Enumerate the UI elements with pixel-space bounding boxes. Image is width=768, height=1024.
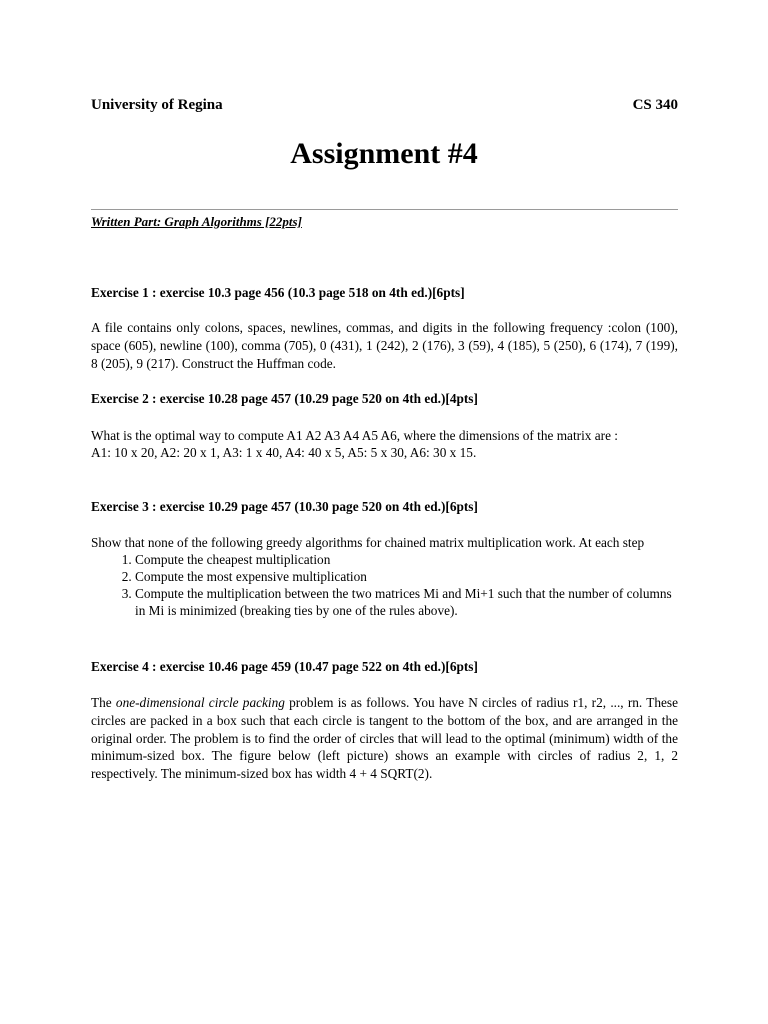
exercise-2-body	[91, 427, 678, 461]
exercise-3-intro: Show that none of the following greedy algorithms for chained matrix multiplication work. At each step	[91, 535, 645, 550]
exercise-1-body: A file contains only colons, spaces, newlines, commas, and digits in the following frequency :colon (100), space (605), newline (100), comma (705), 0 (431), 1 (242), 2 (176), 3 (59), 4 (185), 5 (250), 6 (174), 7 (199), 8 (205), 9 (217). Construct the Huffman code.	[91, 320, 678, 371]
list-item: 2. Compute the most expensive multiplication	[135, 568, 678, 585]
exercise-2-dimensions: A1: 10 x 20, A2: 20 x 1, A3: 1 x 40, A4: 40 x 5, A5: 5 x 30, A6: 30 x 15.	[91, 445, 477, 460]
assignment-title: Assignment #4	[290, 137, 478, 170]
exercise-4-body-post: problem is as follows. You have N circles of radius r1, r2, ..., rn. These circles are packed in a box such that each circle is tangent to the bottom of the box, and are arranged in the original order. The problem is to find the order of circles that will lead to the optimal (minimum) width of the minimum-sized box. The figure below (left picture) shows an example with circles of radius 2, 1, 2 respectively. The minimum-sized box has width 4 + 4 SQRT(2).	[91, 695, 679, 782]
course-code: CS 340	[632, 97, 678, 113]
institution-name: University of Regina	[91, 97, 223, 113]
exercise-1-heading: Exercise 1 : exercise 10.3 page 456 (10.3 page 518 on 4th ed.)[6pts]	[91, 285, 465, 300]
exercise-2-question: What is the optimal way to compute A1 A2 A3 A4 A5 A6, where the dimensions of the matrix are :	[91, 428, 618, 443]
exercise-3-body	[91, 534, 678, 619]
list-item: 1. Compute the cheapest multiplication	[135, 551, 678, 568]
part-heading: Written Part: Graph Algorithms [22pts]	[91, 214, 302, 229]
exercise-4-heading: Exercise 4 : exercise 10.46 page 459 (10.47 page 522 on 4th ed.)[6pts]	[91, 659, 478, 674]
exercise-4-body-pre: The	[91, 695, 116, 710]
exercise-3-list	[91, 551, 678, 619]
exercise-4-term: one-dimensional circle packing	[115, 695, 285, 710]
list-item: 3. Compute the multiplication between the two matrices Mi and Mi+1 such that the number of columns in Mi is minimized (breaking ties by one of the rules above).	[135, 585, 678, 619]
exercise-2-heading: Exercise 2 : exercise 10.28 page 457 (10.29 page 520 on 4th ed.)[4pts]	[91, 391, 478, 406]
header-divider	[91, 209, 678, 210]
exercise-3-heading: Exercise 3 : exercise 10.29 page 457 (10.30 page 520 on 4th ed.)[6pts]	[91, 499, 478, 514]
page-header	[91, 96, 678, 114]
exercise-4-body	[91, 694, 678, 783]
